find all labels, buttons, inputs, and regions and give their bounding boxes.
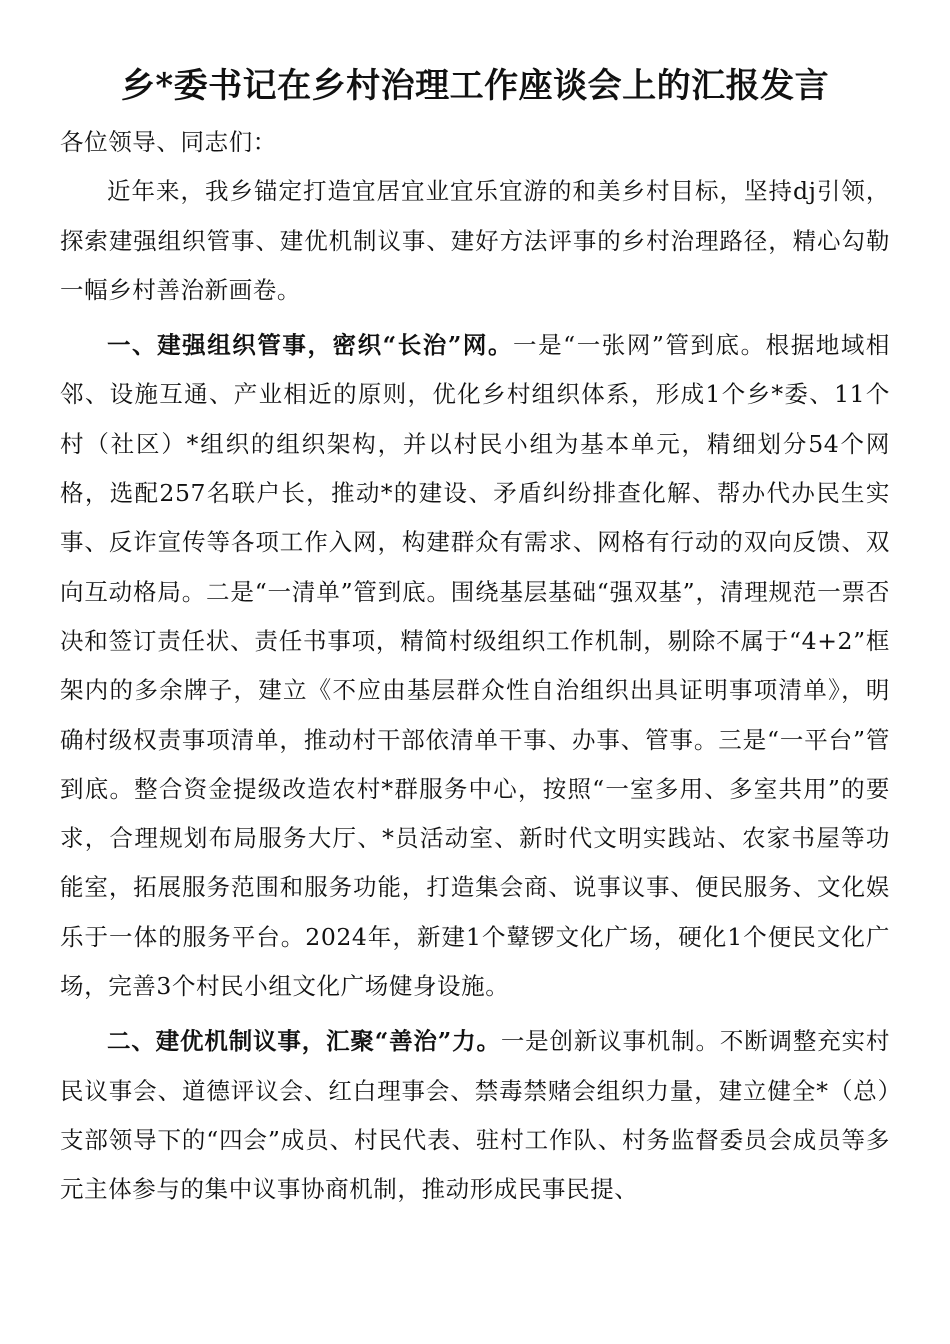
section-2-text: 一是创新议事机制。不断调整充实村民议事会、道德评议会、红白理事会、禁毒禁赌会组织力量，建立健全*（总）支部领导下的“四会”成员、村民代表、驻村工作队、村务监督委员会成员等多元主体参与的集中议事协商机制，推动形成民事民提、 — [60, 1027, 891, 1204]
document-body — [60, 118, 890, 1215]
section-1-text: 一是“一张网”管到底。根据地域相邻、设施互通、产业相近的原则，优化乡村组织体系，形成1个乡*委、11个村（社区）*组织的组织架构，并以村民小组为基本单元，精细划分54个网格，选配257名联户长，推动*的建设、矛盾纠纷排查化解、帮办代办民生实事、反诈宣传等各项工作入网，构建群众有需求、网格有行动的双向反馈、双向互动格局。二是“一清单”管到底。围绕基层基础“强双基”，清理规范一票否决和签订责任状、责任书事项，精简村级组织工作机制，剔除不属于“4+2”框架内的多余牌子，建立《不应由基层群众性自治组织出具证明事项清单》，明确村级权责事项清单，推动村干部依清单干事、办事、管事。三是“一平台”管到底。整合资金提级改造农村*群服务中心，按照“一室多用、多室共用”的要求，合理规划布局服务大厅、*员活动室、新时代文明实践站、农家书屋等功能室，拓展服务范围和服务功能，打造集会商、说事议事、便民服务、文化娱乐于一体的服务平台。2024年，新建1个鼙锣文化广场，硬化1个便民文化广场，完善3个村民小组文化广场健身设施。 — [60, 331, 890, 1001]
intro-paragraph: 近年来，我乡锚定打造宜居宜业宜乐宜游的和美乡村目标，坚持dj引领，探索建强组织管事、建优机制议事、建好方法评事的乡村治理路径，精心勾勒一幅乡村善治新画卷。 — [60, 177, 890, 304]
section-1-heading: 一、建强组织管事，密织“长治”网。 — [107, 331, 514, 360]
section-2-paragraph — [60, 1017, 890, 1214]
document-title: 乡*委书记在乡村治理工作座谈会上的汇报发言 — [120, 66, 830, 106]
salutation: 各位领导、同志们： — [60, 128, 277, 156]
section-1-paragraph — [60, 321, 890, 1011]
section-2-heading: 二、建优机制议事，汇聚“善治”力。 — [107, 1027, 501, 1056]
